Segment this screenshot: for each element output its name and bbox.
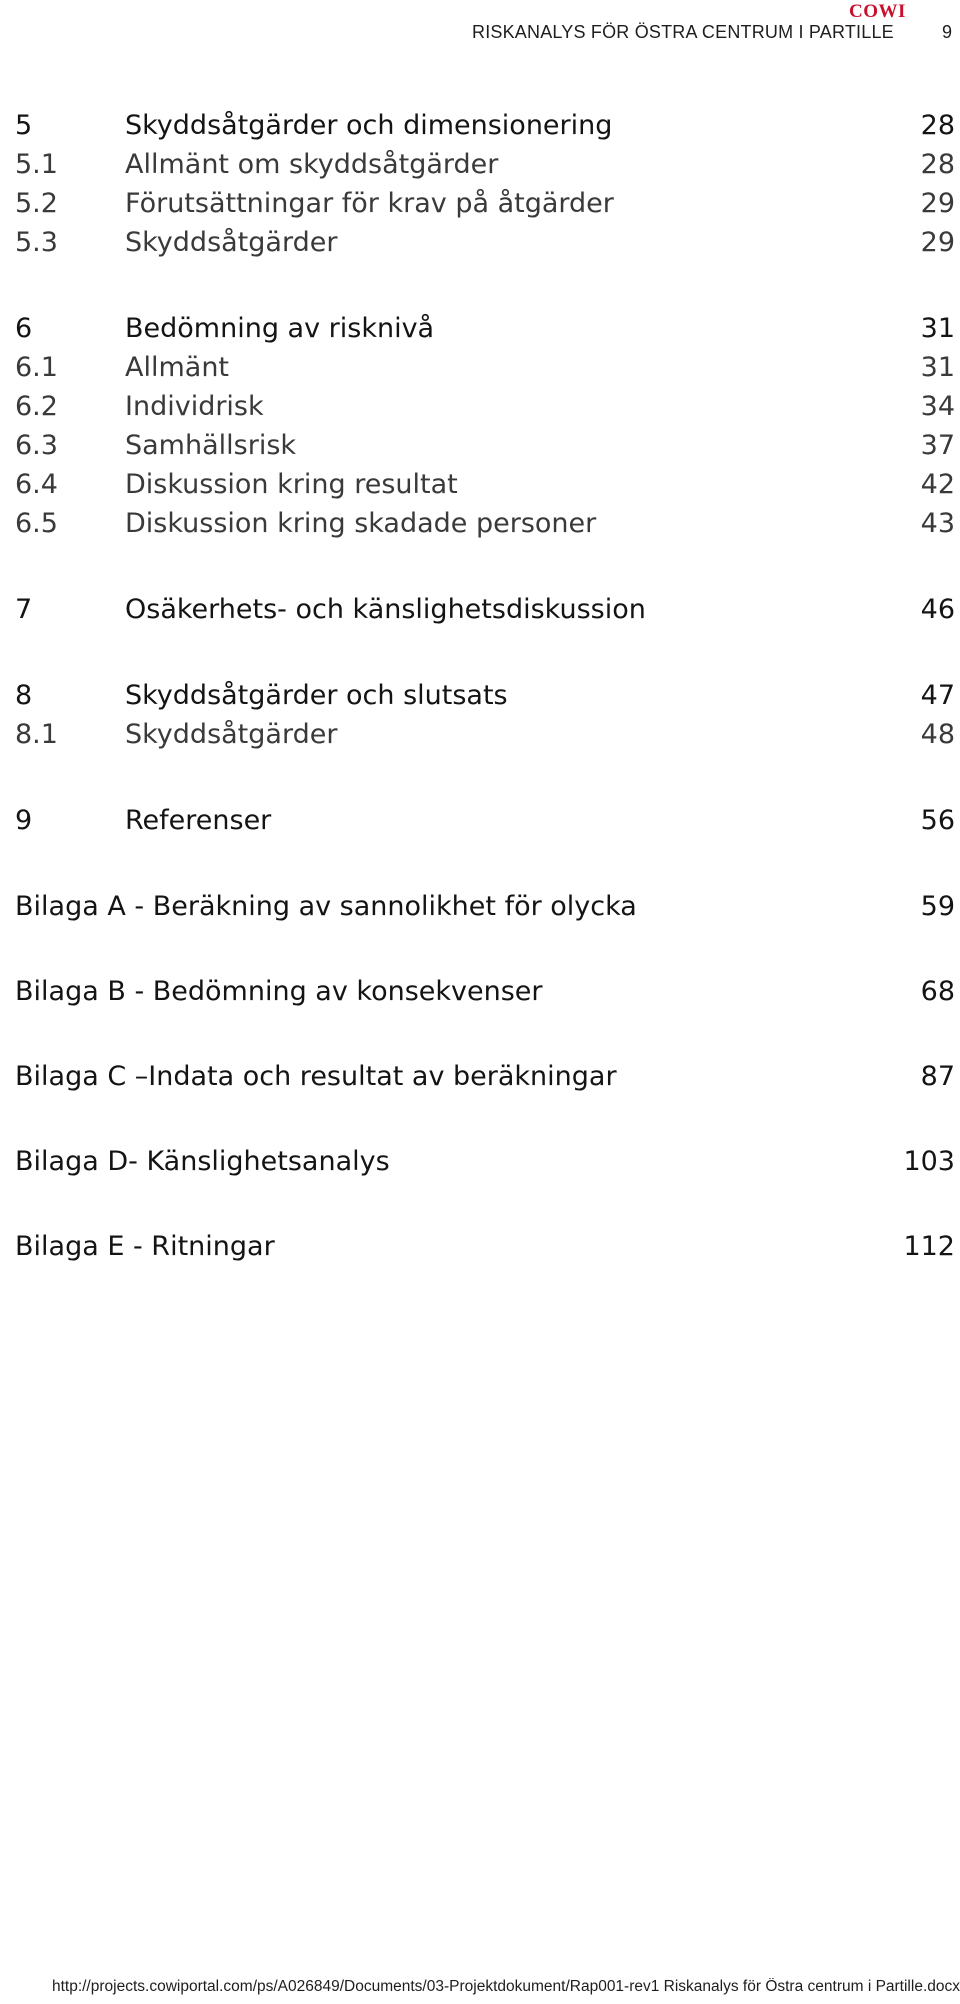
- toc-title: Förutsättningar för krav på åtgärder: [125, 188, 614, 219]
- toc-entry-7[interactable]: [15, 594, 955, 630]
- toc-entry-bilaga-c[interactable]: [15, 1061, 955, 1097]
- toc-number: 9: [15, 805, 33, 836]
- cowi-logo: COWI: [849, 1, 906, 22]
- toc-entry-6-1[interactable]: [15, 352, 955, 388]
- toc-title: Bilaga D- Känslighetsanalys: [15, 1146, 390, 1177]
- toc-entry-6-5[interactable]: [15, 508, 955, 544]
- toc-title: Individrisk: [125, 391, 264, 422]
- toc-page-number: 34: [920, 391, 955, 422]
- toc-title: Diskussion kring skadade personer: [125, 508, 597, 539]
- toc-number: 7: [15, 594, 33, 625]
- toc-number: 5.2: [15, 188, 58, 219]
- toc-title: Skyddsåtgärder: [125, 227, 338, 258]
- toc-entry-6-2[interactable]: [15, 391, 955, 427]
- toc-entry-bilaga-d[interactable]: [15, 1146, 955, 1182]
- toc-number: 5: [15, 110, 33, 141]
- page-header: [0, 0, 960, 50]
- toc-number: 8: [15, 680, 33, 711]
- toc-entry-6-3[interactable]: [15, 430, 955, 466]
- toc-entry-bilaga-e[interactable]: [15, 1231, 955, 1267]
- footer-document-path: http://projects.cowiportal.com/ps/A026849/Documents/03-Projektdokument/Rap001-rev1 Riskanalys för Östra centrum i Partille.docx: [51, 1978, 960, 1995]
- toc-entry-bilaga-b[interactable]: [15, 976, 955, 1012]
- toc-title: Samhällsrisk: [125, 430, 297, 461]
- toc-entry-bilaga-a[interactable]: [15, 891, 955, 927]
- toc-page-number: 43: [920, 508, 955, 539]
- toc-page-number: 56: [920, 805, 955, 836]
- toc-number: 8.1: [15, 719, 58, 750]
- toc-number: 6.1: [15, 352, 58, 383]
- toc-entry-9[interactable]: [15, 805, 955, 841]
- toc-page-number: 28: [920, 149, 955, 180]
- toc-title: Skyddsåtgärder och dimensionering: [125, 110, 613, 141]
- page-number: 9: [942, 22, 953, 42]
- toc-page-number: 31: [920, 313, 955, 344]
- toc-entry-6[interactable]: [15, 313, 955, 349]
- toc-entry-5-2[interactable]: [15, 188, 955, 224]
- toc-page-number: 48: [920, 719, 955, 750]
- toc-page-number: 37: [920, 430, 955, 461]
- toc-title: Allmänt: [125, 352, 230, 383]
- toc-entry-5-1[interactable]: [15, 149, 955, 185]
- toc-page-number: 112: [903, 1231, 955, 1262]
- toc-number: 5.1: [15, 149, 58, 180]
- toc-title: Diskussion kring resultat: [125, 469, 458, 500]
- toc-number: 6.3: [15, 430, 58, 461]
- toc-title: Bilaga A - Beräkning av sannolikhet för olycka: [15, 891, 637, 922]
- toc-title: Allmänt om skyddsåtgärder: [125, 149, 499, 180]
- toc-title: Bilaga E - Ritningar: [15, 1231, 275, 1262]
- toc-page-number: 29: [920, 188, 955, 219]
- toc-page-number: 87: [920, 1061, 955, 1092]
- toc-title: Osäkerhets- och känslighetsdiskussion: [125, 594, 646, 625]
- toc-number: 6.2: [15, 391, 58, 422]
- toc-title: Bilaga C –Indata och resultat av beräkningar: [15, 1061, 617, 1092]
- toc-page-number: 68: [920, 976, 955, 1007]
- toc-title: Skyddsåtgärder: [125, 719, 338, 750]
- toc-number: 6.4: [15, 469, 58, 500]
- toc-number: 6: [15, 313, 33, 344]
- toc-entry-6-4[interactable]: [15, 469, 955, 505]
- toc-entry-8[interactable]: [15, 680, 955, 716]
- toc-page-number: 59: [920, 891, 955, 922]
- toc-page-number: 29: [920, 227, 955, 258]
- toc-page-number: 31: [920, 352, 955, 383]
- toc-page-number: 28: [920, 110, 955, 141]
- toc-entry-5-3[interactable]: [15, 227, 955, 263]
- toc-number: 5.3: [15, 227, 58, 258]
- toc-page-number: 42: [920, 469, 955, 500]
- toc-title: Referenser: [125, 805, 272, 836]
- toc-title: Skyddsåtgärder och slutsats: [125, 680, 508, 711]
- toc-number: 6.5: [15, 508, 58, 539]
- toc-entry-5[interactable]: [15, 110, 955, 146]
- toc-page-number: 47: [920, 680, 955, 711]
- toc-title: Bilaga B - Bedömning av konsekvenser: [15, 976, 543, 1007]
- document-title: RISKANALYS FÖR ÖSTRA CENTRUM I PARTILLE: [472, 22, 894, 42]
- toc-title: Bedömning av risknivå: [125, 313, 435, 344]
- toc-page-number: 46: [920, 594, 955, 625]
- toc-page-number: 103: [903, 1146, 955, 1177]
- toc-entry-8-1[interactable]: [15, 719, 955, 755]
